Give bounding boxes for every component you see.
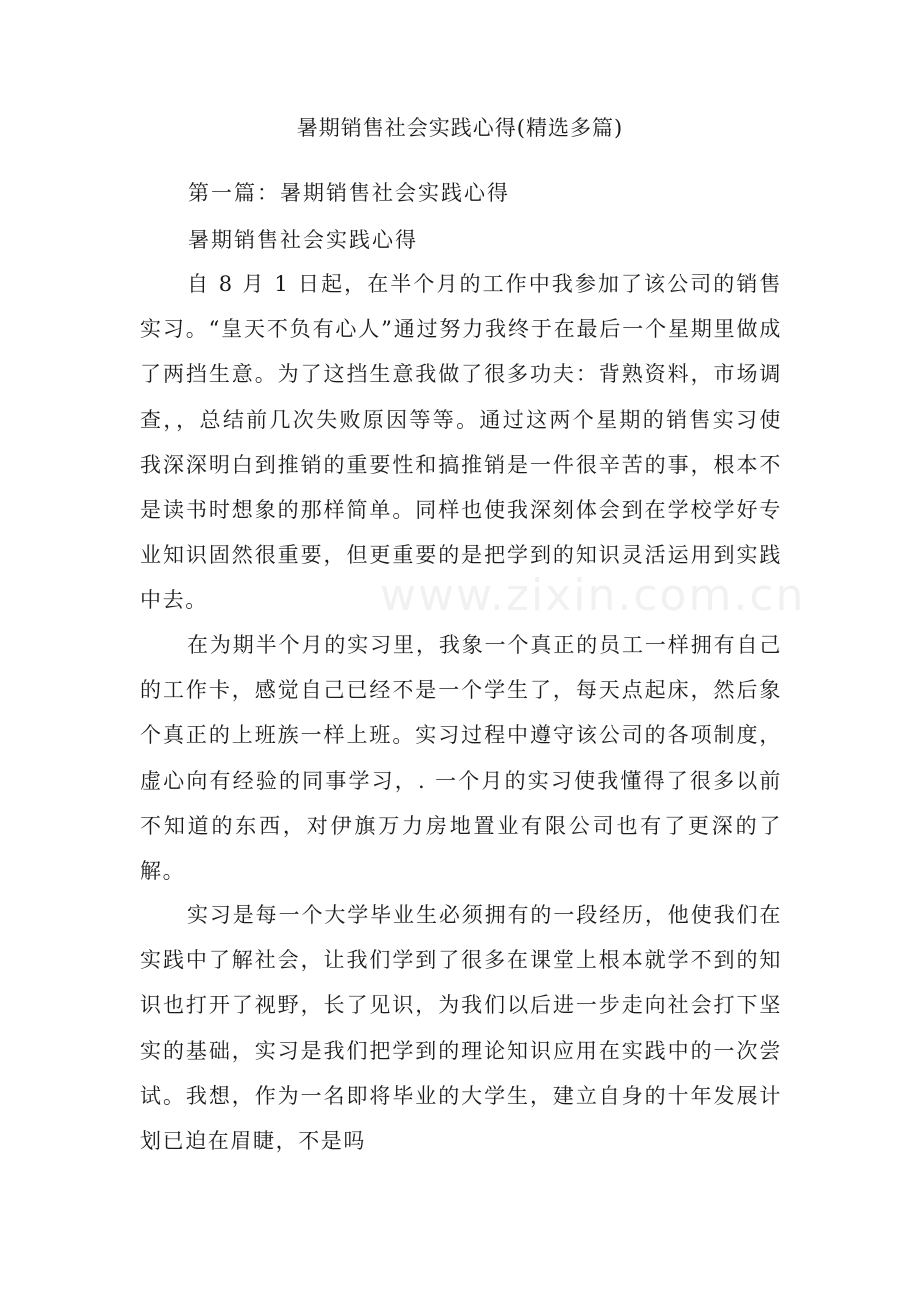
body-paragraph-1: 自 8 月 1 日起，在半个月的工作中我参加了该公司的销售实习。“皇天不负有心人”通过努力我终于在最后一个星期里做成了两挡生意。为了这挡生意我做了很多功夫：背熟资料，市场调查，，总结前几次失败原因等等。通过这两个星期的销售实习使我深深明白到推销的重要性和搞推销是一件很辛苦的事，根本不是读书时想象的那样简单。同样也使我深刻体会到在学校学好专业知识固然很重要，但更重要的是把学到的知识灵活运用到实践中去。 bbox=[140, 272, 782, 613]
section-subtitle: 暑期销售社会实践心得 bbox=[188, 228, 418, 252]
body-paragraph-3: 实习是每一个大学毕业生必须拥有的一段经历，他使我们在实践中了解社会，让我们学到了很多在课堂上根本就学不到的知识也打开了视野，长了见识，为我们以后进一步走向社会打下坚实的基础，实习是我们把学到的理论知识应用在实践中的一次尝试。我想，作为一名即将毕业的大学生，建立自身的十年发展计划已迫在眉睫，不是吗 bbox=[140, 903, 782, 1154]
watermark-text: www.zixin.com.cn bbox=[380, 570, 806, 621]
document-title: 暑期销售社会实践心得(精选多篇) bbox=[296, 116, 624, 140]
body-paragraph-2: 在为期半个月的实习里，我象一个真正的员工一样拥有自己的工作卡，感觉自己已经不是一个学生了，每天点起床，然后象个真正的上班族一样上班。实习过程中遵守该公司的各项制度，虚心向有经验的同事学习，. 一个月的实习使我懂得了很多以前不知道的东西，对伊旗万力房地置业有限公司也有了更深的了解。 bbox=[140, 633, 782, 884]
section-heading: 第一篇：暑期销售社会实践心得 bbox=[188, 181, 510, 205]
